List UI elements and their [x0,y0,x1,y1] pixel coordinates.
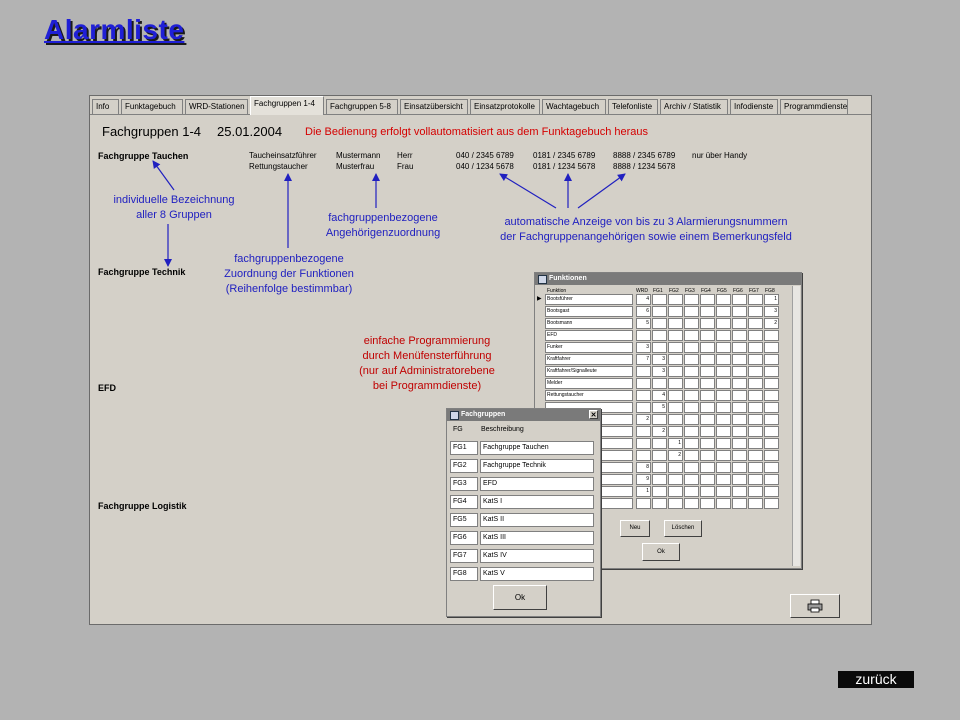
assignment-cell[interactable] [700,486,715,497]
assignment-cell[interactable] [668,354,683,365]
group-label-logistik: Fachgruppe Logistik [98,501,187,511]
assignment-cell[interactable] [764,342,779,353]
window-icon [450,411,459,420]
function-name-cell[interactable]: Rettungstaucher [545,390,633,401]
member-phone-1: 040 / 2345 6789 [456,151,514,160]
form-date: 25.01.2004 [217,124,283,139]
assignment-cell[interactable]: 4 [652,390,667,401]
assignment-cell[interactable] [748,498,763,509]
assignment-cell[interactable] [700,498,715,509]
assignment-cell[interactable] [700,342,715,353]
assignment-cell[interactable] [652,450,667,461]
assignment-cell[interactable] [716,426,731,437]
assignment-cell[interactable] [684,390,699,401]
group-label-tauchen: Fachgruppe Tauchen [98,151,189,161]
assignment-cell[interactable] [716,438,731,449]
assignment-cell[interactable] [764,390,779,401]
column-header: FG1 [653,288,663,294]
member-phone-3: 8888 / 1234 5678 [613,162,676,171]
assignment-cell[interactable] [748,438,763,449]
member-salutation: Herr [397,151,413,160]
annotation-programming: einfache Programmierung durch Menüfensterführung (nur auf Administratorebene bei Programmdienste) [359,335,495,392]
fg-code: FG5 [450,513,478,527]
assignment-cell[interactable]: 5 [636,318,651,329]
assignment-cell[interactable] [748,318,763,329]
window-icon [538,275,547,284]
tab-archiv-statistik[interactable]: Archiv / Statistik [660,99,728,114]
assignment-cell[interactable] [652,462,667,473]
member-phone-3: 8888 / 2345 6789 [613,151,676,160]
funktionen-scrollbar[interactable] [792,286,800,566]
assignment-cell[interactable] [764,498,779,509]
function-name-cell[interactable]: Melder [545,378,633,389]
assignment-cell[interactable] [732,402,747,413]
assignment-cell[interactable] [732,390,747,401]
assignment-cell[interactable] [652,498,667,509]
fg-code: FG3 [450,477,478,491]
assignment-cell[interactable] [700,318,715,329]
fg-description-input[interactable]: KatS III [480,531,594,545]
assignment-cell[interactable] [732,318,747,329]
assignment-cell[interactable] [668,402,683,413]
assignment-cell[interactable] [748,330,763,341]
column-header: WRD [636,288,648,294]
assignment-cell[interactable] [700,474,715,485]
assignment-cell[interactable] [668,474,683,485]
fg-code: FG1 [450,441,478,455]
fachgruppen-titlebar: Fachgruppen ✕ [447,409,600,421]
assignment-cell[interactable] [716,462,731,473]
assignment-cell[interactable] [700,390,715,401]
annotation-relatives: fachgruppenbezogene Angehörigenzuordnung [325,212,441,239]
assignment-cell[interactable] [636,402,651,413]
assignment-cell[interactable] [732,342,747,353]
assignment-cell[interactable] [732,486,747,497]
member-function: Rettungstaucher [249,162,308,171]
assignment-cell[interactable] [716,402,731,413]
assignment-cell[interactable] [684,474,699,485]
function-name-cell[interactable]: EFD [545,330,633,341]
assignment-cell[interactable] [700,354,715,365]
assignment-cell[interactable] [716,498,731,509]
column-header: FG4 [701,288,711,294]
function-name-cell[interactable]: Kraftfahrer [545,354,633,365]
assignment-cell[interactable] [732,462,747,473]
assignment-cell[interactable] [652,414,667,425]
fg-code: FG7 [450,549,478,563]
assignment-cell[interactable] [684,378,699,389]
assignment-cell[interactable] [684,426,699,437]
fg-description-input[interactable]: KatS I [480,495,594,509]
assignment-cell[interactable] [764,426,779,437]
assignment-cell[interactable] [668,294,683,305]
assignment-cell[interactable] [732,438,747,449]
assignment-cell[interactable] [684,414,699,425]
tab-fachgruppen-1-4[interactable]: Fachgruppen 1-4 [250,96,324,115]
assignment-cell[interactable]: 2 [652,426,667,437]
assignment-cell[interactable] [732,378,747,389]
fg-code: FG8 [450,567,478,581]
assignment-cell[interactable] [716,294,731,305]
assignment-cell[interactable] [748,294,763,305]
tab-infodienste[interactable]: Infodienste [730,99,778,114]
fg-description-input[interactable]: KatS II [480,513,594,527]
column-header: Beschreibung [481,426,524,433]
assignment-cell[interactable] [700,426,715,437]
tab-info[interactable]: Info [92,99,119,114]
assignment-cell[interactable] [716,366,731,377]
member-phone-2: 0181 / 1234 5678 [533,162,596,171]
assignment-cell[interactable]: 9 [636,474,651,485]
assignment-cell[interactable] [700,366,715,377]
assignment-cell[interactable] [764,330,779,341]
function-name-cell[interactable]: Bootsgast [545,306,633,317]
assignment-cell[interactable] [764,402,779,413]
assignment-cell[interactable] [684,342,699,353]
tab-bar [90,96,871,115]
assignment-cell[interactable] [636,450,651,461]
assignment-cell[interactable]: 1 [668,438,683,449]
assignment-cell[interactable] [716,414,731,425]
assignment-cell[interactable] [636,366,651,377]
assignment-cell[interactable] [716,390,731,401]
page-title: Alarmliste [44,14,185,45]
assignment-cell[interactable] [700,462,715,473]
group-label-efd: EFD [98,383,116,393]
fachgruppen-ok-button[interactable]: Ok [493,585,547,610]
assignment-cell[interactable] [668,486,683,497]
assignment-cell[interactable] [700,450,715,461]
assignment-cell[interactable] [684,450,699,461]
assignment-cell[interactable] [668,498,683,509]
assignment-cell[interactable] [732,498,747,509]
assignment-cell[interactable] [668,330,683,341]
column-header: FG5 [717,288,727,294]
assignment-cell[interactable]: 3 [652,366,667,377]
assignment-cell[interactable] [652,438,667,449]
assignment-cell[interactable] [764,378,779,389]
assignment-cell[interactable] [748,402,763,413]
tab-einsatzprotokolle[interactable]: Einsatzprotokolle [470,99,540,114]
assignment-cell[interactable] [684,498,699,509]
assignment-cell[interactable] [732,414,747,425]
assignment-cell[interactable] [684,294,699,305]
assignment-cell[interactable] [684,318,699,329]
tab-programmdienste[interactable]: Programmdienste [780,99,848,114]
assignment-cell[interactable] [732,294,747,305]
assignment-cell[interactable]: 3 [652,354,667,365]
assignment-cell[interactable] [716,318,731,329]
fg-description-input[interactable]: KatS IV [480,549,594,563]
assignment-cell[interactable] [668,366,683,377]
assignment-cell[interactable] [684,366,699,377]
assignment-cell[interactable]: 2 [764,318,779,329]
assignment-cell[interactable] [668,426,683,437]
member-name: Musterfrau [336,162,375,171]
assignment-cell[interactable] [748,378,763,389]
assignment-cell[interactable] [748,342,763,353]
assignment-cell[interactable] [748,414,763,425]
member-name: Mustermann [336,151,381,160]
printer-icon [807,599,823,613]
form-heading: Fachgruppen 1-4 [102,124,202,139]
assignment-cell[interactable] [668,378,683,389]
assignment-cell[interactable] [748,390,763,401]
assignment-cell[interactable] [700,330,715,341]
assignment-cell[interactable] [636,378,651,389]
assignment-cell[interactable] [748,306,763,317]
assignment-cell[interactable] [732,354,747,365]
assignment-cell[interactable] [652,486,667,497]
assignment-cell[interactable] [764,474,779,485]
assignment-cell[interactable] [652,294,667,305]
member-phone-1: 040 / 1234 5678 [456,162,514,171]
assignment-cell[interactable] [652,318,667,329]
column-header: Funktion [547,288,567,294]
assignment-cell[interactable] [748,474,763,485]
assignment-cell[interactable] [684,402,699,413]
back-button[interactable]: zurück [838,671,914,688]
assignment-cell[interactable] [668,342,683,353]
assignment-cell[interactable] [684,330,699,341]
assignment-cell[interactable] [668,462,683,473]
assignment-cell[interactable]: 3 [764,306,779,317]
tab-einsatzuebersicht[interactable]: Einsatzübersicht [400,99,468,114]
fachgruppen-window [446,408,601,617]
assignment-cell[interactable] [716,450,731,461]
member-function: Taucheinsatzführer [249,151,317,160]
delete-button[interactable]: Löschen [664,520,702,537]
annotation-individual: individuelle Bezeichnung aller 8 Gruppen [113,194,235,221]
assignment-cell[interactable] [732,474,747,485]
assignment-cell[interactable] [668,306,683,317]
assignment-cell[interactable] [668,414,683,425]
assignment-cell[interactable] [764,438,779,449]
assignment-cell[interactable] [684,438,699,449]
assignment-cell[interactable] [748,450,763,461]
assignment-cell[interactable] [700,402,715,413]
function-name-cell[interactable]: Kraftfahrer/Signalleute [545,366,633,377]
record-selector-icon: ▶ [537,296,542,302]
assignment-cell[interactable] [732,426,747,437]
tab-telefonliste[interactable]: Telefonliste [608,99,658,114]
column-header: FG3 [685,288,695,294]
assignment-cell[interactable]: 8 [636,462,651,473]
assignment-cell[interactable] [716,474,731,485]
member-salutation: Frau [397,162,414,171]
assignment-cell[interactable] [700,306,715,317]
assignment-cell[interactable]: 3 [636,342,651,353]
assignment-cell[interactable]: 2 [668,450,683,461]
assignment-cell[interactable]: 1 [636,486,651,497]
assignment-cell[interactable]: 2 [636,414,651,425]
column-header: FG2 [669,288,679,294]
assignment-cell[interactable] [700,294,715,305]
assignment-cell[interactable] [748,426,763,437]
assignment-cell[interactable] [636,498,651,509]
assignment-cell[interactable] [764,366,779,377]
assignment-cell[interactable] [684,486,699,497]
assignment-cell[interactable]: 1 [764,294,779,305]
assignment-cell[interactable]: 6 [636,306,651,317]
assignment-cell[interactable] [716,342,731,353]
assignment-cell[interactable] [636,426,651,437]
assignment-cell[interactable] [732,450,747,461]
new-button[interactable]: Neu [620,520,650,537]
assignment-cell[interactable] [652,378,667,389]
fg-code: FG2 [450,459,478,473]
assignment-cell[interactable] [684,462,699,473]
assignment-cell[interactable] [716,378,731,389]
assignment-cell[interactable] [700,378,715,389]
assignment-cell[interactable] [732,330,747,341]
funktionen-ok-button[interactable]: Ok [642,543,680,561]
tab-wrd-stationen[interactable]: WRD-Stationen [185,99,248,114]
assignment-cell[interactable] [764,486,779,497]
fg-description-input[interactable]: Fachgruppe Tauchen [480,441,594,455]
funktionen-titlebar: Funktionen [535,273,801,285]
function-name-cell[interactable]: Funker [545,342,633,353]
assignment-cell[interactable] [732,366,747,377]
assignment-cell[interactable] [700,414,715,425]
column-header: FG6 [733,288,743,294]
fg-code: FG4 [450,495,478,509]
assignment-cell[interactable] [764,354,779,365]
assignment-cell[interactable]: 4 [636,294,651,305]
assignment-cell[interactable] [748,462,763,473]
assignment-cell[interactable] [748,366,763,377]
assignment-cell[interactable]: 5 [652,402,667,413]
group-label-technik: Fachgruppe Technik [98,267,186,277]
assignment-cell[interactable] [684,306,699,317]
assignment-cell[interactable] [716,306,731,317]
assignment-cell[interactable] [748,354,763,365]
column-header: FG8 [765,288,775,294]
assignment-cell[interactable] [652,342,667,353]
automation-notice: Die Bedienung erfolgt vollautomatisiert aus dem Funktagebuch heraus [305,126,649,138]
tab-fachgruppen-5-8[interactable]: Fachgruppen 5-8 [326,99,398,114]
assignment-cell[interactable] [700,438,715,449]
assignment-cell[interactable] [764,450,779,461]
column-header: FG7 [749,288,759,294]
assignment-cell[interactable] [652,330,667,341]
column-header: FG [453,426,463,433]
tab-wachtagebuch[interactable]: Wachtagebuch [542,99,606,114]
member-remark: nur über Handy [692,151,748,160]
function-name-cell[interactable]: Bootsführer [545,294,633,305]
tab-funktagebuch[interactable]: Funktagebuch [121,99,183,114]
assignment-cell[interactable] [764,414,779,425]
close-icon[interactable]: ✕ [590,412,597,419]
annotation-numbers: automatische Anzeige von bis zu 3 Alarmierungsnummern der Fachgruppenangehörigen sowie einem Bemerkungsfeld [500,216,792,243]
assignment-cell[interactable] [732,306,747,317]
fg-description-input[interactable]: EFD [480,477,594,491]
fg-code: FG6 [450,531,478,545]
assignment-cell[interactable] [716,330,731,341]
assignment-cell[interactable] [636,390,651,401]
print-button[interactable] [790,594,840,618]
assignment-cell[interactable] [636,330,651,341]
fg-description-input[interactable]: KatS V [480,567,594,581]
assignment-cell[interactable] [652,306,667,317]
assignment-cell[interactable] [716,486,731,497]
fg-description-input[interactable]: Fachgruppe Technik [480,459,594,473]
assignment-cell[interactable] [668,318,683,329]
assignment-cell[interactable] [668,390,683,401]
assignment-cell[interactable] [748,486,763,497]
annotation-functions: fachgruppenbezogene Zuordnung der Funktionen (Reihenfolge bestimmbar) [224,253,354,295]
member-phone-2: 0181 / 2345 6789 [533,151,596,160]
assignment-cell[interactable]: 7 [636,354,651,365]
assignment-cell[interactable] [652,474,667,485]
function-name-cell[interactable]: Bootsmann [545,318,633,329]
assignment-cell[interactable] [684,354,699,365]
assignment-cell[interactable] [764,462,779,473]
assignment-cell[interactable] [716,354,731,365]
assignment-cell[interactable] [636,438,651,449]
